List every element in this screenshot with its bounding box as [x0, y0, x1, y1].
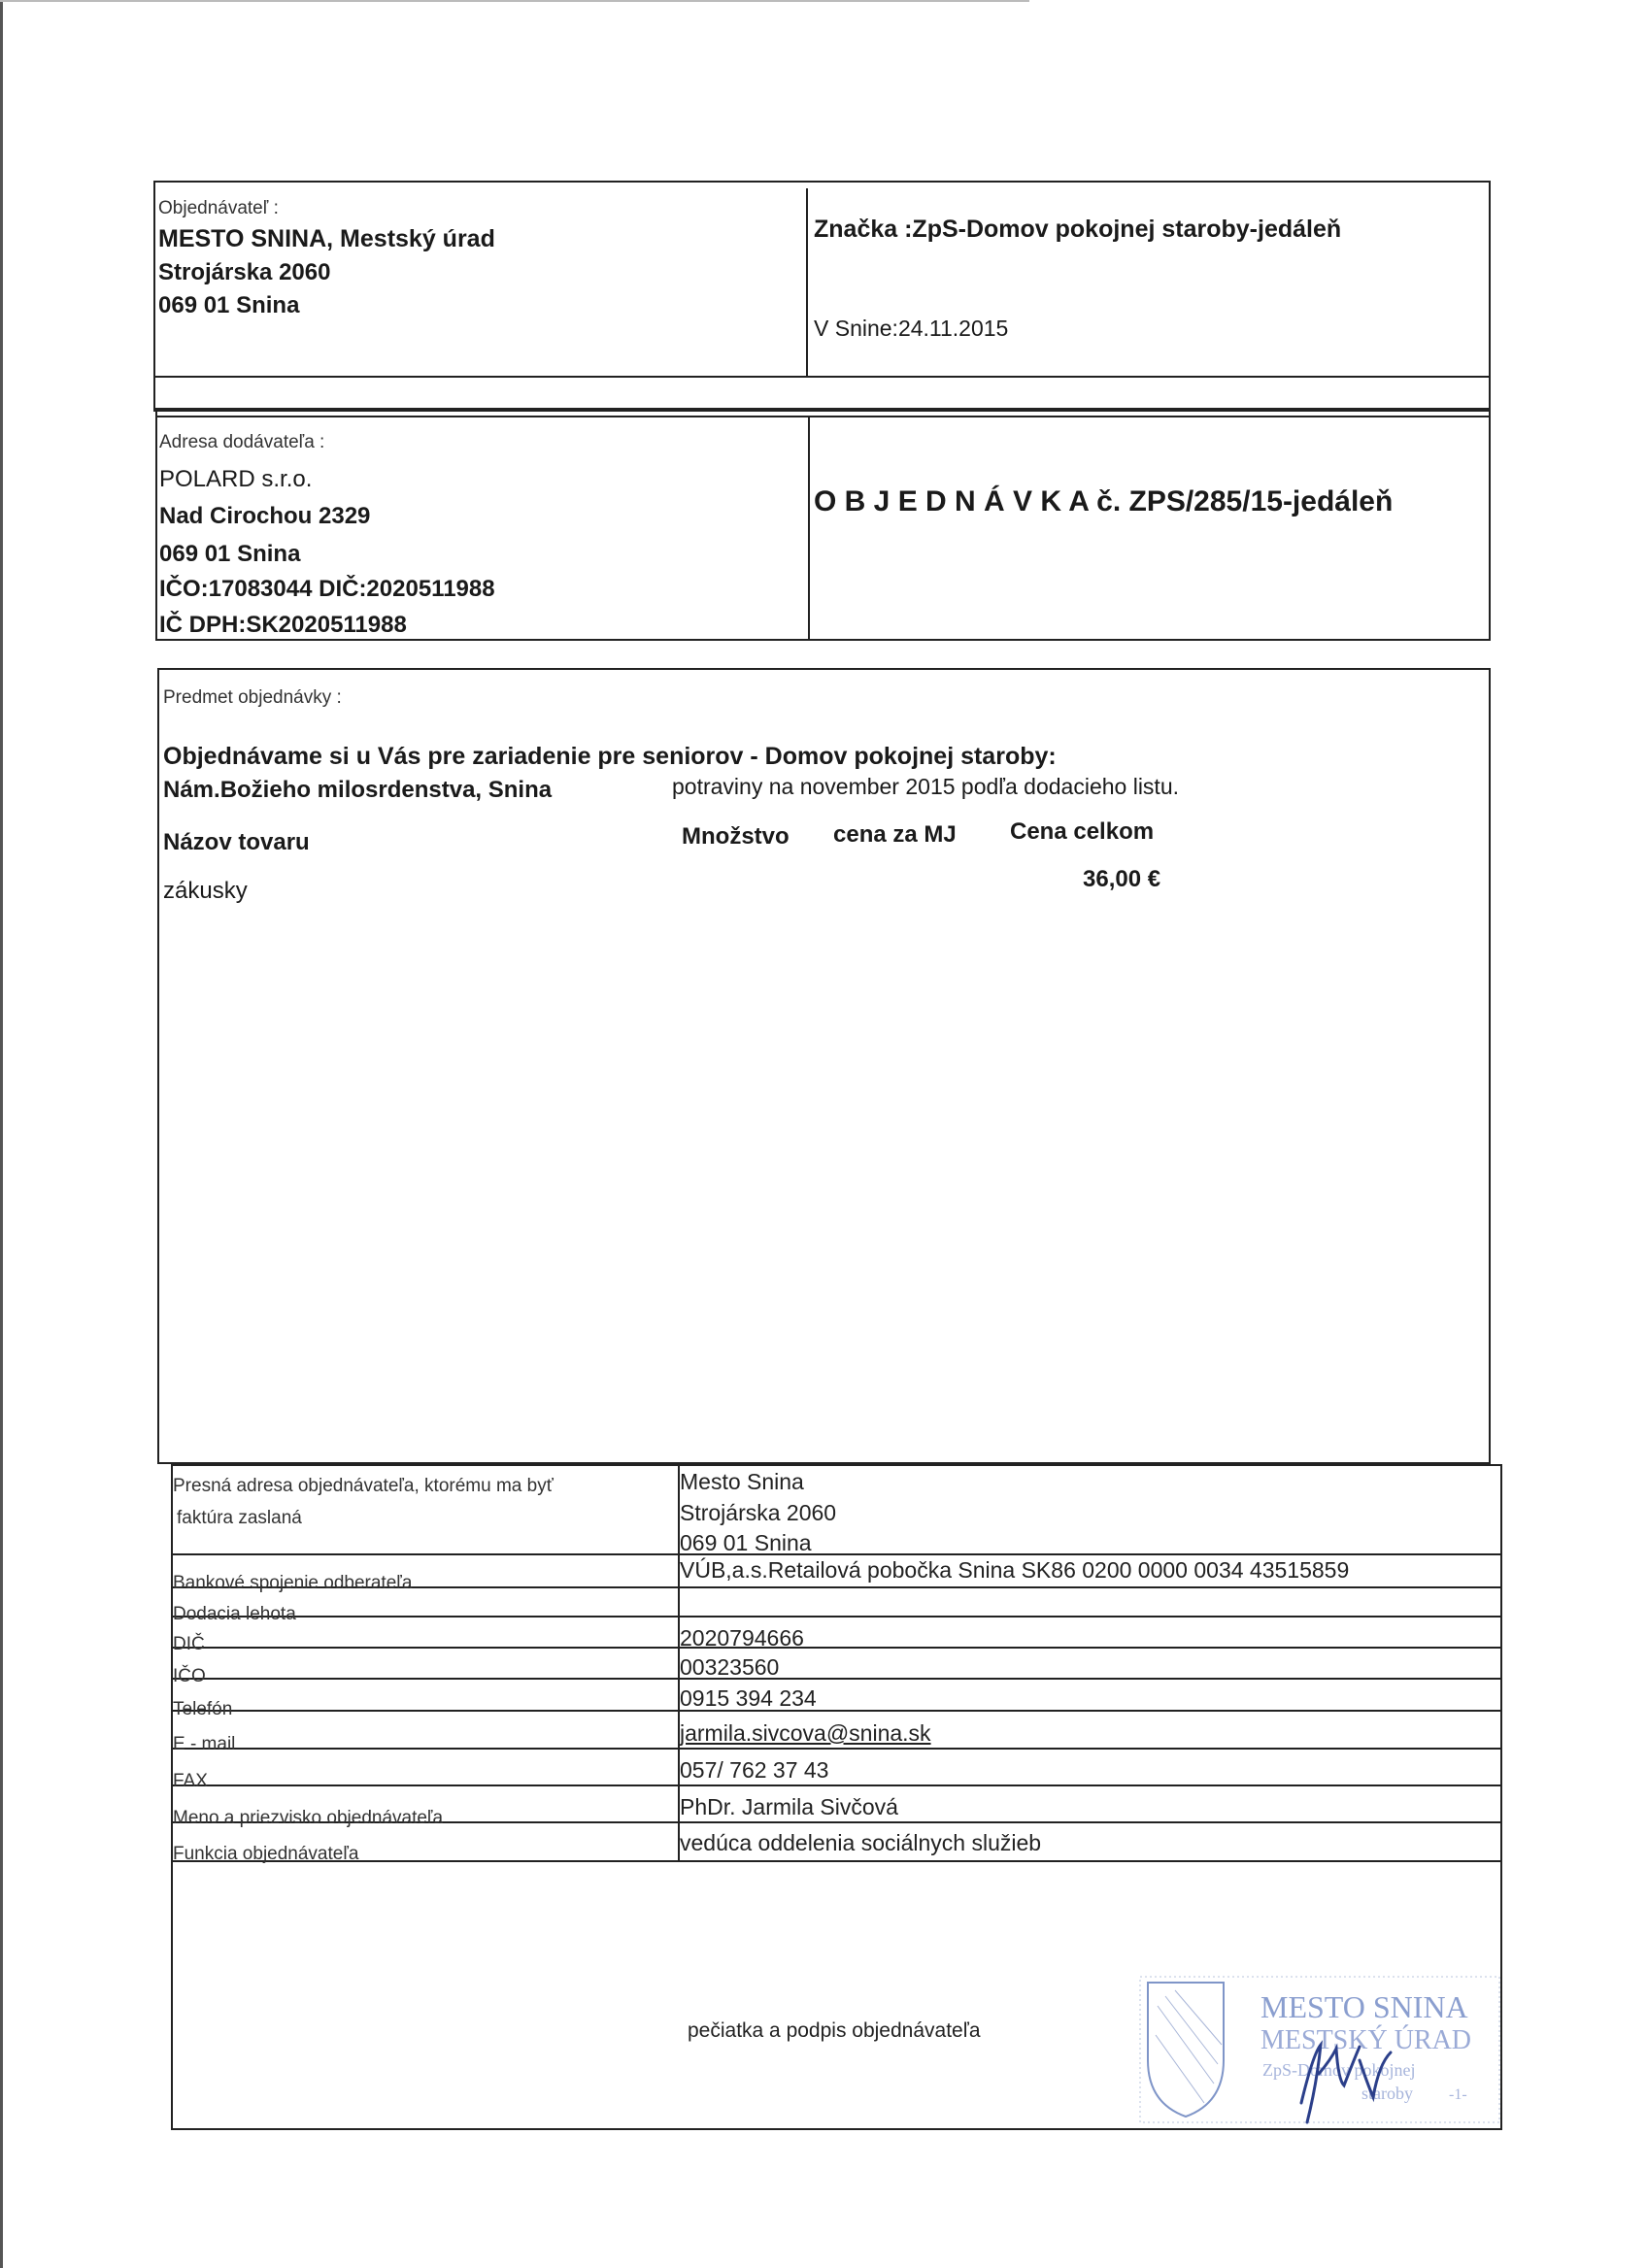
col-header-total: Cena celkom	[1010, 818, 1155, 845]
subject-label: Predmet objednávky :	[163, 687, 342, 708]
supplier-label: Adresa dodávateľa :	[159, 432, 325, 452]
phone-value: 0915 394 234	[680, 1685, 817, 1711]
invoice-address-label-2: faktúra zaslaná	[177, 1508, 302, 1528]
stamp-line5: -1-	[1449, 2086, 1467, 2103]
ico-label: IČO	[173, 1666, 206, 1686]
email-label: E - mail	[173, 1734, 236, 1754]
dic-value: 2020794666	[680, 1625, 804, 1651]
bank-label: Bankové spojenie odberateľa	[173, 1573, 413, 1593]
supplier-name: POLARD s.r.o.	[159, 466, 313, 492]
signature-label: pečiatka a podpis objednávateľa	[688, 2019, 981, 2042]
row-line	[171, 1553, 1502, 1555]
delivery-label: Dodacia lehota	[173, 1604, 296, 1624]
stamp-line1: MESTO SNINA	[1260, 1989, 1468, 2024]
subject-line2-bold: Nám.Božieho milosrdenstva, Snina	[163, 777, 553, 803]
supplier-ids: IČO:17083044 DIČ:2020511988	[159, 576, 495, 602]
stamp-line4: staroby	[1361, 2084, 1413, 2103]
fax-value: 057/ 762 37 43	[680, 1757, 829, 1783]
dic-label: DIČ	[173, 1634, 205, 1654]
fax-label: FAX	[173, 1771, 208, 1791]
scan-edge-top	[0, 0, 1029, 2]
order-date: V Snine:24.11.2015	[814, 316, 1009, 341]
supplier-street: Nad Cirochou 2329	[159, 503, 371, 529]
name-label: Meno a priezvisko objednávateľa	[173, 1808, 444, 1828]
name-value: PhDr. Jarmila Sivčová	[680, 1794, 898, 1819]
invoice-address-label-1: Presná adresa objednávateľa, ktorému ma byť	[173, 1476, 554, 1496]
mark-label: Značka :ZpS-Domov pokojnej staroby-jedáleň	[814, 216, 1342, 243]
row-line	[171, 1616, 1502, 1618]
orderer-street: Strojárska 2060	[158, 259, 331, 285]
bank-value: VÚB,a.s.Retailová pobočka Snina SK86 0200 0000 0034 43515859	[680, 1557, 1350, 1583]
supplier-vat: IČ DPH:SK2020511988	[159, 612, 407, 638]
col-header-quantity: Množstvo	[682, 823, 790, 850]
supplier-top-line	[155, 416, 1491, 417]
email-value[interactable]: jarmila.sivcova@snina.sk	[680, 1720, 931, 1746]
subject-line1: Objednávame si u Vás pre zariadenie pre seniorov - Domov pokojnej staroby:	[163, 743, 1057, 770]
orderer-name: MESTO SNINA, Mestský úrad	[158, 225, 495, 252]
stamp-line2: MESTSKÝ ÚRAD	[1260, 2025, 1472, 2055]
function-label: Funkcia objednávateľa	[173, 1844, 359, 1864]
invoice-address-line2: Strojárska 2060	[680, 1500, 837, 1525]
orderer-city: 069 01 Snina	[158, 292, 300, 318]
supplier-divider	[808, 416, 810, 641]
row-line	[171, 1710, 1502, 1712]
order-title: O B J E D N Á V K A č. ZPS/285/15-jedáleň	[814, 485, 1394, 517]
invoice-address-line3: 069 01 Snina	[680, 1530, 812, 1555]
stamp-line3: ZpS-Domov pokojnej	[1262, 2060, 1416, 2080]
item-name: zákusky	[163, 878, 248, 904]
row-line	[171, 1678, 1502, 1680]
col-header-name: Názov tovaru	[163, 829, 310, 855]
header-bottom-line	[153, 376, 1491, 378]
row-line	[171, 1784, 1502, 1786]
scan-edge	[0, 0, 3, 2268]
subject-line2-rest: potraviny na november 2015 podľa dodacieho listu.	[672, 774, 1180, 799]
header-divider	[806, 188, 808, 377]
row-line	[171, 1647, 1502, 1649]
orderer-label: Objednávateľ :	[158, 198, 279, 218]
supplier-city: 069 01 Snina	[159, 541, 301, 567]
row-line	[171, 1748, 1502, 1750]
signature-box	[171, 1860, 1502, 2130]
function-value: vedúca oddelenia sociálnych služieb	[680, 1830, 1042, 1855]
col-header-unit-price: cena za MJ	[833, 821, 957, 848]
item-total: 36,00 €	[1083, 866, 1161, 892]
invoice-address-line1: Mesto Snina	[680, 1469, 804, 1494]
ico-value: 00323560	[680, 1654, 780, 1680]
phone-label: Telefón	[173, 1699, 233, 1719]
